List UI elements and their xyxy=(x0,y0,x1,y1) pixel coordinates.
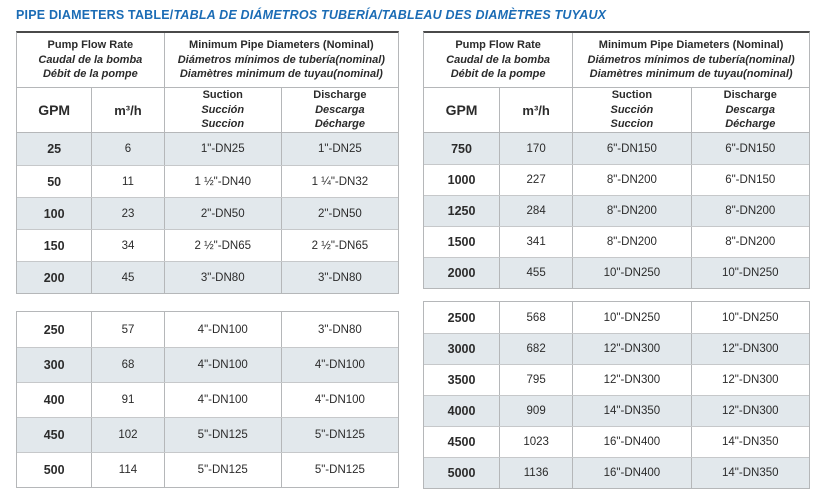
discharge-cell: 8"-DN200 xyxy=(691,227,809,257)
gpm-cell: 4500 xyxy=(447,435,476,449)
table-row xyxy=(17,133,398,165)
suction-cell: 2 ½"-DN65 xyxy=(164,230,281,261)
table-section xyxy=(17,312,398,487)
suction-cell: 8"-DN200 xyxy=(572,227,690,257)
gpm-cell: 750 xyxy=(451,141,472,156)
header-flow-es: Caudal de la bomba xyxy=(38,53,143,66)
discharge-cell: 10"-DN250 xyxy=(691,258,809,288)
discharge-cell: 5"-DN125 xyxy=(281,453,398,487)
table-header-and-section-1 xyxy=(423,31,810,289)
suction-cell: 16"-DN400 xyxy=(572,427,690,457)
m3h-cell: 795 xyxy=(499,365,572,395)
gpm-cell: 3500 xyxy=(447,373,476,387)
suction-cell: 16"-DN400 xyxy=(572,458,690,488)
discharge-cell: 4"-DN100 xyxy=(281,383,398,417)
table-header-and-section-1 xyxy=(16,31,399,294)
table-row xyxy=(17,229,398,261)
table-section xyxy=(17,133,398,293)
suction-cell: 6"-DN150 xyxy=(572,133,690,164)
header-flow-en: Pump Flow Rate xyxy=(47,39,134,52)
section-gap xyxy=(423,289,810,301)
gpm-cell: 150 xyxy=(43,238,65,253)
column-header-m3h: m³/h xyxy=(499,88,572,132)
header-diam-en: Minimum Pipe Diameters (Nominal) xyxy=(189,39,374,52)
header-pump-flow-rate xyxy=(17,33,164,87)
suction-cell: 10"-DN250 xyxy=(572,302,690,333)
discharge-cell: 6"-DN150 xyxy=(691,133,809,164)
m3h-cell: 57 xyxy=(91,312,163,347)
header-flow-fr: Débit de la pompe xyxy=(42,68,138,81)
m3h-cell: 682 xyxy=(499,334,572,364)
table-row xyxy=(424,164,809,195)
header-diam-fr: Diamètres minimum de tuyau(nominal) xyxy=(589,68,793,81)
discharge-cell: 4"-DN100 xyxy=(281,348,398,382)
m3h-cell: 455 xyxy=(499,258,572,288)
header-flow-es: Caudal de la bomba xyxy=(446,53,551,66)
discharge-cell: 12"-DN300 xyxy=(691,396,809,426)
gpm-cell: 3000 xyxy=(447,342,476,356)
column-header-suction: Suction Succión Succion xyxy=(572,88,690,132)
m3h-cell: 114 xyxy=(91,453,163,487)
gpm-cell: 400 xyxy=(43,393,65,407)
header-diam-es: Diámetros mínimos de tubería(nominal) xyxy=(587,53,795,66)
discharge-cell: 2 ½"-DN65 xyxy=(281,230,398,261)
m3h-cell: 1023 xyxy=(499,427,572,457)
m3h-cell: 909 xyxy=(499,396,572,426)
suction-cell: 5"-DN125 xyxy=(164,418,281,452)
table-row xyxy=(17,312,398,347)
table-row xyxy=(17,382,398,417)
table-row xyxy=(424,226,809,257)
header-row-columns xyxy=(17,88,398,133)
m3h-cell: 284 xyxy=(499,196,572,226)
column-header-gpm: GPM xyxy=(445,102,478,118)
m3h-cell: 227 xyxy=(499,165,572,195)
suction-cell: 5"-DN125 xyxy=(164,453,281,487)
m3h-cell: 11 xyxy=(91,166,163,197)
table-row xyxy=(424,364,809,395)
page-title-en: PIPE DIAMETERS TABLE/ xyxy=(16,8,174,22)
table-row xyxy=(17,417,398,452)
pipe-table-left xyxy=(16,31,399,488)
m3h-cell: 91 xyxy=(91,383,163,417)
suction-cell: 3"-DN80 xyxy=(164,262,281,293)
header-min-pipe-diameters xyxy=(572,33,809,87)
discharge-cell: 1 ¼"-DN32 xyxy=(281,166,398,197)
column-header-m3h: m³/h xyxy=(91,88,163,132)
table-row xyxy=(17,261,398,293)
table-row xyxy=(17,197,398,229)
gpm-cell: 5000 xyxy=(447,466,476,480)
m3h-cell: 45 xyxy=(91,262,163,293)
table-row xyxy=(424,333,809,364)
suction-cell: 4"-DN100 xyxy=(164,348,281,382)
discharge-cell: 5"-DN125 xyxy=(281,418,398,452)
table-row xyxy=(17,165,398,197)
header-flow-en: Pump Flow Rate xyxy=(455,39,541,52)
page-title xyxy=(16,8,817,22)
suction-cell: 4"-DN100 xyxy=(164,383,281,417)
table-row xyxy=(424,133,809,164)
table-section-2-block xyxy=(16,311,399,488)
discharge-cell: 10"-DN250 xyxy=(691,302,809,333)
column-header-discharge: Discharge Descarga Décharge xyxy=(281,88,398,132)
suction-cell: 14"-DN350 xyxy=(572,396,690,426)
discharge-cell: 14"-DN350 xyxy=(691,458,809,488)
discharge-cell: 3"-DN80 xyxy=(281,312,398,347)
discharge-cell: 12"-DN300 xyxy=(691,334,809,364)
pipe-table-right xyxy=(423,31,810,489)
discharge-cell: 6"-DN150 xyxy=(691,165,809,195)
table-row xyxy=(424,395,809,426)
gpm-cell: 4000 xyxy=(447,404,476,418)
header-pump-flow-rate xyxy=(424,33,572,87)
m3h-cell: 68 xyxy=(91,348,163,382)
suction-cell: 8"-DN200 xyxy=(572,165,690,195)
table-row xyxy=(424,457,809,488)
gpm-cell: 1500 xyxy=(447,235,476,249)
header-diam-fr: Diamètres minimum de tuyau(nominal) xyxy=(179,68,383,81)
discharge-cell: 2"-DN50 xyxy=(281,198,398,229)
gpm-cell: 450 xyxy=(43,428,65,442)
discharge-cell: 8"-DN200 xyxy=(691,196,809,226)
gpm-cell: 250 xyxy=(43,322,65,337)
header-row-columns xyxy=(424,88,809,133)
header-diam-es: Diámetros mínimos de tubería(nominal) xyxy=(177,53,385,66)
suction-cell: 12"-DN300 xyxy=(572,334,690,364)
page-title-translations: TABLA DE DIÁMETROS TUBERÍA/TABLEAU DES DIAMÈTRES TUYAUX xyxy=(173,8,607,22)
table-section xyxy=(424,302,809,488)
suction-cell: 4"-DN100 xyxy=(164,312,281,347)
gpm-cell: 300 xyxy=(43,358,65,372)
m3h-cell: 568 xyxy=(499,302,572,333)
table-row xyxy=(17,347,398,382)
m3h-cell: 23 xyxy=(91,198,163,229)
suction-cell: 12"-DN300 xyxy=(572,365,690,395)
suction-cell: 8"-DN200 xyxy=(572,196,690,226)
m3h-cell: 1136 xyxy=(499,458,572,488)
gpm-cell: 1250 xyxy=(447,204,476,218)
m3h-cell: 341 xyxy=(499,227,572,257)
header-row-groups xyxy=(17,33,398,88)
section-gap xyxy=(16,294,399,311)
table-row xyxy=(424,257,809,288)
gpm-cell: 1000 xyxy=(447,173,476,187)
m3h-cell: 102 xyxy=(91,418,163,452)
gpm-cell: 2500 xyxy=(447,310,476,325)
gpm-cell: 200 xyxy=(43,270,65,285)
header-row-groups xyxy=(424,33,809,88)
gpm-cell: 25 xyxy=(47,142,62,156)
suction-cell: 1"-DN25 xyxy=(164,133,281,165)
m3h-cell: 34 xyxy=(91,230,163,261)
column-header-discharge: Discharge Descarga Décharge xyxy=(691,88,809,132)
table-section-2-block xyxy=(423,301,810,489)
suction-cell: 2"-DN50 xyxy=(164,198,281,229)
gpm-cell: 2000 xyxy=(447,266,476,280)
suction-cell: 1 ½"-DN40 xyxy=(164,166,281,197)
suction-cell: 10"-DN250 xyxy=(572,258,690,288)
discharge-cell: 1"-DN25 xyxy=(281,133,398,165)
gpm-cell: 500 xyxy=(43,463,65,477)
header-min-pipe-diameters xyxy=(164,33,398,87)
header-diam-en: Minimum Pipe Diameters (Nominal) xyxy=(598,39,784,52)
discharge-cell: 14"-DN350 xyxy=(691,427,809,457)
table-row xyxy=(424,195,809,226)
discharge-cell: 3"-DN80 xyxy=(281,262,398,293)
table-row xyxy=(424,426,809,457)
column-header-gpm: GPM xyxy=(38,102,71,118)
discharge-cell: 12"-DN300 xyxy=(691,365,809,395)
tables-container xyxy=(16,31,817,489)
table-section xyxy=(424,133,809,288)
column-header-suction: Suction Succión Succion xyxy=(164,88,281,132)
m3h-cell: 6 xyxy=(91,133,163,165)
table-row xyxy=(17,452,398,487)
gpm-cell: 100 xyxy=(43,206,65,221)
header-flow-fr: Débit de la pompe xyxy=(450,68,546,81)
table-row xyxy=(424,302,809,333)
gpm-cell: 50 xyxy=(47,174,62,189)
m3h-cell: 170 xyxy=(499,133,572,164)
